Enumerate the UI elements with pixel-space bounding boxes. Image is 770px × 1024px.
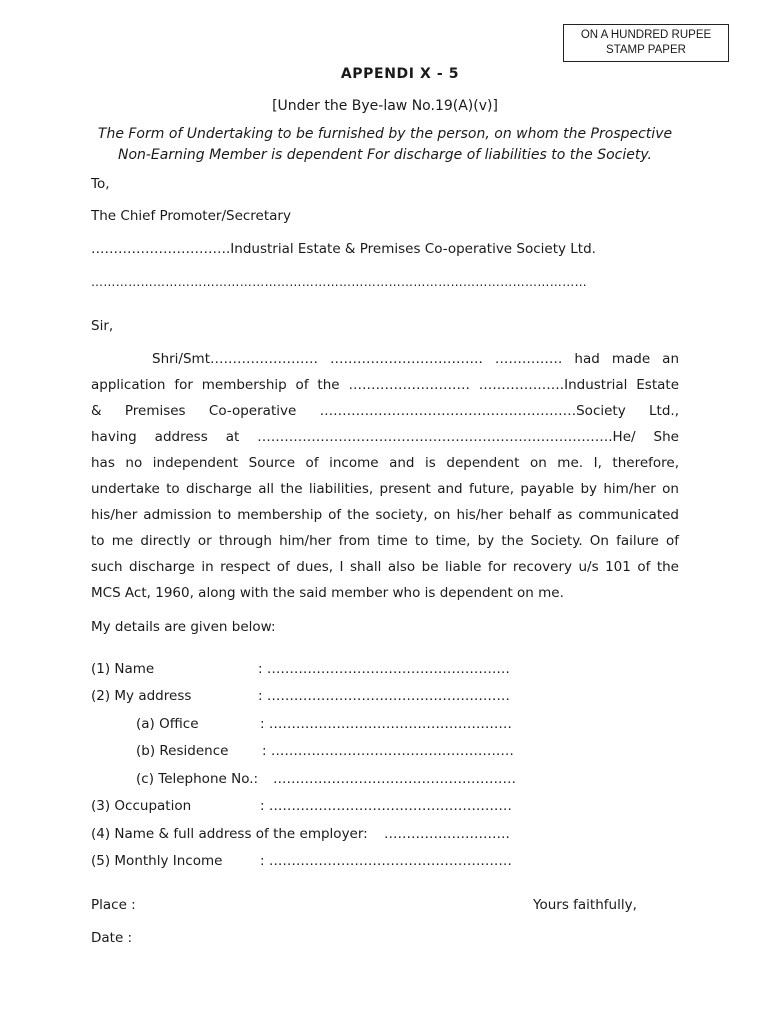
detail-name-value: : ………………………………………………	[258, 661, 510, 677]
detail-residence-label: (b) Residence	[136, 743, 229, 759]
body-line-1: Shri/Smt…………………… ……………………………. …………… had made an	[152, 351, 679, 367]
detail-occupation-value: : ………………………………………………	[260, 798, 512, 814]
detail-income-label: (5) Monthly Income	[91, 853, 223, 869]
detail-office-value: : ………………………………………………	[260, 716, 512, 732]
detail-address-label: (2) My address	[91, 688, 192, 704]
detail-residence-value: : ………………………………………………	[262, 743, 514, 759]
stamp-line-1: ON A HUNDRED RUPEE	[580, 29, 712, 41]
detail-address-value: : ………………………………………………	[258, 688, 510, 704]
detail-office-label: (a) Office	[136, 716, 199, 732]
detail-occupation-label: (3) Occupation	[91, 798, 192, 814]
bye-law-subtitle: [Under the Bye-law No.19(A)(v)]	[272, 98, 498, 114]
body-line-6: undertake to discharge all the liabilities, present and future, payable by him/her on	[91, 481, 679, 497]
date-label: Date :	[91, 930, 133, 946]
stamp-line-2: STAMP PAPER	[606, 44, 686, 56]
body-line-4: having address at …………………………………………………………………….He/ She	[91, 429, 679, 445]
form-description-line-2: Non-Earning Member is dependent For discharge of liabilities to the Society.	[117, 147, 653, 163]
detail-employer-label: (4) Name & full address of the employer:	[91, 826, 368, 842]
detail-telephone-value: ………………………………………………	[273, 771, 516, 787]
detail-name-label: (1) Name	[91, 661, 155, 677]
form-description-line-1: The Form of Undertaking to be furnished by the person, on whom the Prospective	[97, 126, 673, 142]
blank-address-line: …………………………………………………………………………………………………………	[91, 275, 587, 289]
detail-telephone-label: (c) Telephone No.:	[136, 771, 259, 787]
salutation: Sir,	[91, 318, 114, 334]
recipient-title: The Chief Promoter/Secretary	[91, 208, 291, 224]
stamp-paper-box	[563, 24, 729, 62]
society-name-line: ………………………….Industrial Estate & Premises Co-operative Society Ltd.	[91, 241, 596, 257]
body-line-2: application for membership of the ……………………… ……………….Industrial Estate	[91, 377, 679, 393]
details-intro: My details are given below:	[91, 619, 276, 635]
body-line-9: such discharge in respect of dues, I shall also be liable for recovery u/s 101 of the	[91, 559, 679, 575]
yours-faithfully: Yours faithfully,	[533, 897, 637, 913]
body-line-8: to me directly or through him/her from time to time, by the Society. On failure of	[91, 533, 679, 549]
body-line-7: his/her admission to membership of the society, on his/her behalf as communicated	[91, 507, 679, 523]
place-label: Place :	[91, 897, 136, 913]
detail-employer-value: ……………………….	[384, 826, 510, 842]
to-label: To,	[91, 176, 110, 192]
appendix-title: APPENDI X - 5	[340, 66, 460, 82]
body-line-5: has no independent Source of income and is dependent on me. I, therefore,	[91, 455, 679, 471]
detail-income-value: : ………………………………………………	[260, 853, 512, 869]
body-line-3: & Premises Co-operative …………………………………………………Society Ltd.,	[91, 403, 679, 419]
body-line-10: MCS Act, 1960, along with the said member who is dependent on me.	[91, 585, 564, 601]
